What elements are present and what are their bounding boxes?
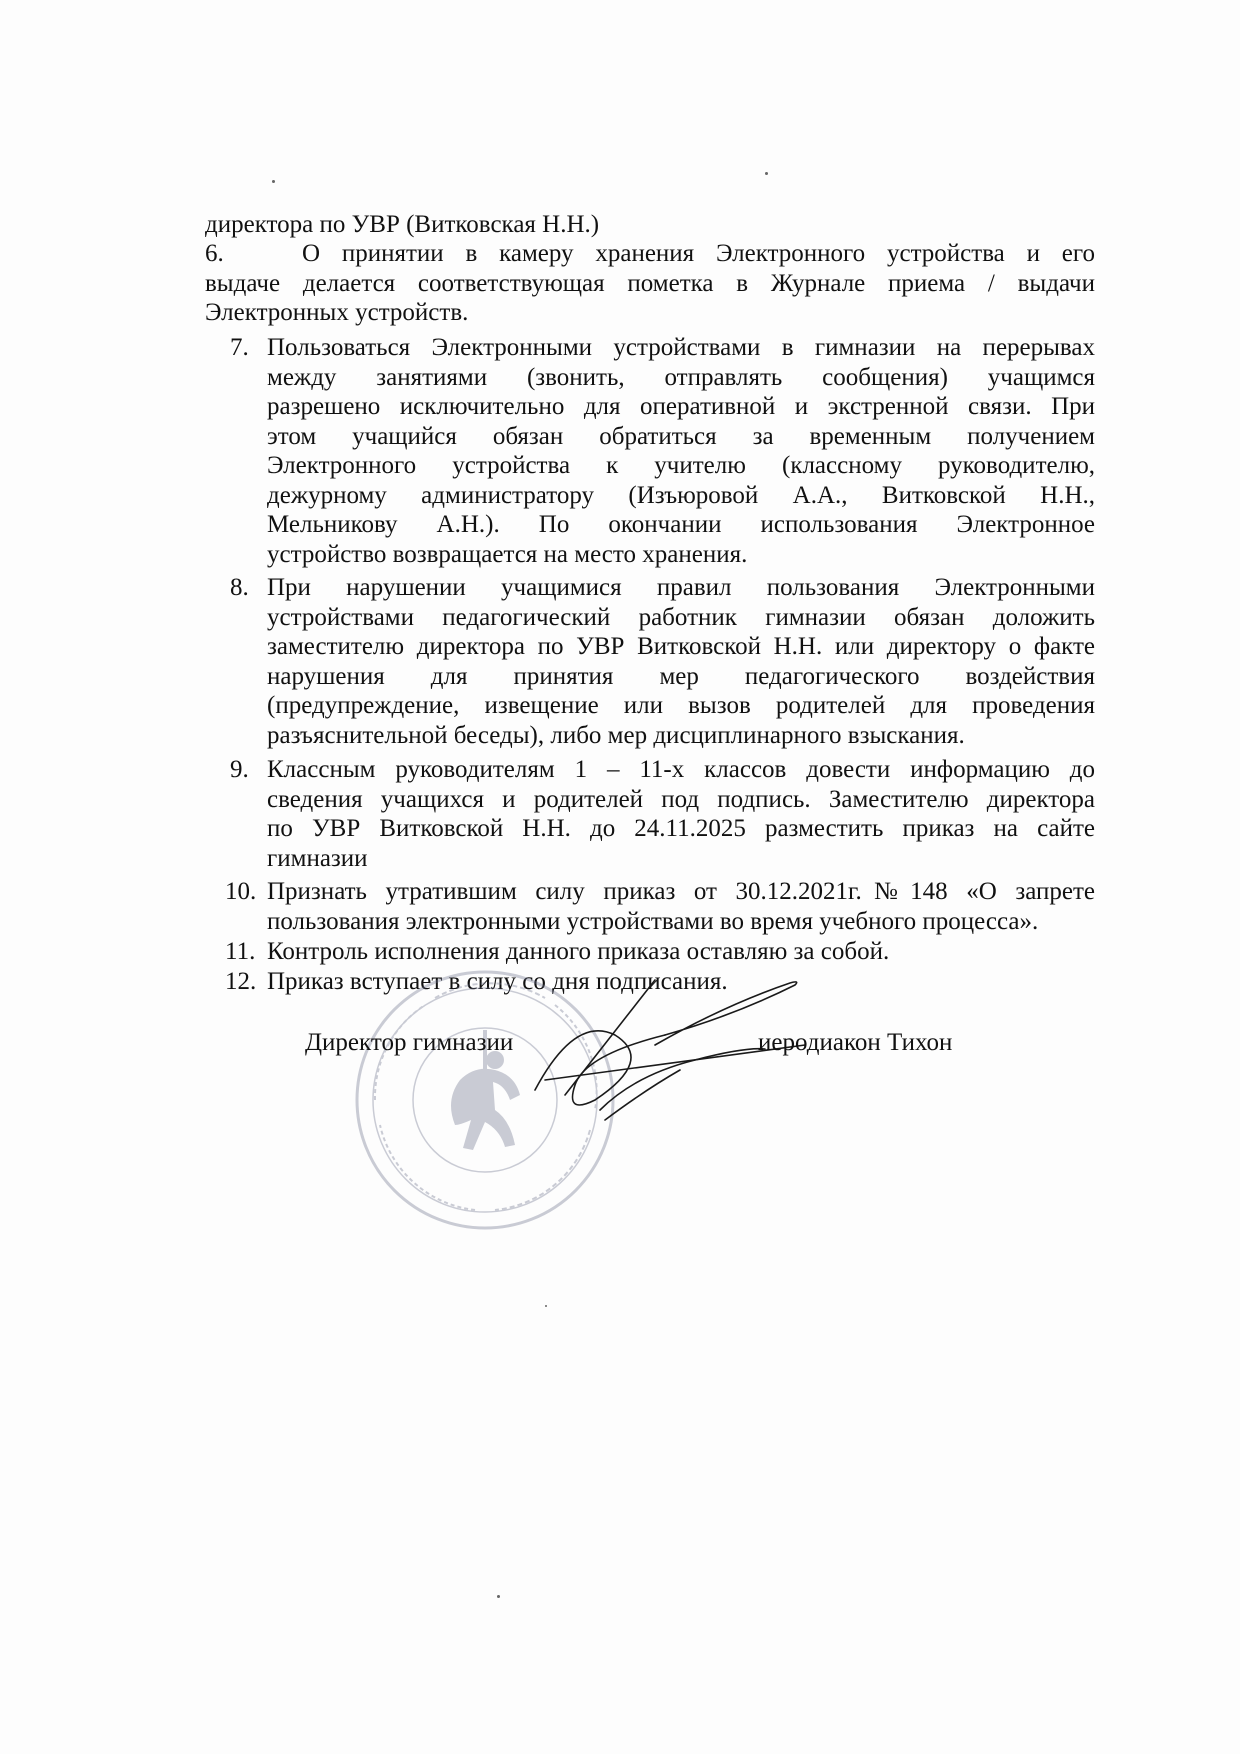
item6-line-3: Электронных устройств. — [205, 299, 469, 326]
scan-speck — [765, 172, 768, 175]
item7-line-5: Электронного устройства к учителю (классному руководителю, — [267, 452, 1095, 479]
signature-position-text: Директор гимназии — [305, 1029, 514, 1056]
item8-body — [267, 573, 1095, 750]
item6-line-1: 6. О принятии в камеру хранения Электронного устройства и его — [205, 240, 1095, 267]
item8-number: 8. — [230, 574, 249, 601]
item11-number: 11. — [225, 938, 256, 965]
item9-line-2: сведения учащихся и родителей под подпись. Заместителю директора — [267, 785, 1095, 813]
item10-number: 10. — [225, 878, 257, 905]
item9-number: 9. — [230, 756, 249, 783]
item11-line-1: Контроль исполнения данного приказа оставляю за собой. — [267, 938, 890, 965]
item7-line-1: Пользоваться Электронными устройствами в гимназии на перерывах — [267, 334, 1095, 361]
item8-line-3: заместителю директора по УВР Витковской Н.Н. или директору о факте — [267, 633, 1095, 660]
item7-body — [267, 333, 1095, 569]
list-item-6 — [205, 239, 1095, 328]
item7-number: 7. — [230, 334, 249, 361]
item7-line-8: устройство возвращается на место хранения. — [267, 540, 748, 568]
signature-position — [305, 1028, 513, 1058]
signature-name — [758, 1028, 952, 1058]
item8-line-6: разъяснительной беседы), либо мер дисциплинарного взыскания. — [267, 721, 965, 749]
item7-line-4: этом учащийся обязан обратиться за временным получением — [267, 422, 1095, 450]
scan-speck — [497, 1595, 500, 1598]
item9-body — [267, 755, 1095, 873]
item8-line-1: При нарушении учащимися правил пользования Электронными — [267, 574, 1095, 601]
scan-speck — [545, 1305, 547, 1307]
item7-line-3: разрешено исключительно для оперативной и экстренной связи. При — [267, 393, 1095, 420]
item7-line-7: Мельникову А.Н.). По окончании использования Электронное — [267, 511, 1095, 538]
item10-body — [267, 877, 1095, 936]
item7-line-6: дежурному администратору (Изъюровой А.А., Витковской Н.Н., — [267, 481, 1095, 509]
signature-name-text: иеродиакон Тихон — [758, 1029, 953, 1056]
item9-line-4: гимназии — [267, 844, 368, 872]
scan-speck — [272, 180, 275, 183]
item10-line-1: Признать утратившим силу приказ от 30.12.2021г.№148 «О запрете — [267, 878, 1095, 905]
item6-line-2: выдаче делается соответствующая пометка в Журнале приема / выдачи — [205, 269, 1095, 297]
item9-line-3: по УВР Витковской Н.Н. до 24.11.2025 разместить приказ на сайте — [267, 815, 1095, 842]
intro-line — [205, 210, 1095, 240]
item12-line-1: Приказ вступает в силу со дня подписания. — [267, 968, 728, 995]
item10-line-2: пользования электронными устройствами во время учебного процесса». — [267, 907, 1039, 935]
item8-line-4: нарушения для принятия мер педагогического воздействия — [267, 662, 1095, 690]
item12-number: 12. — [225, 968, 257, 995]
item7-line-2: между занятиями (звонить, отправлять сообщения) учащимся — [267, 363, 1095, 391]
item9-line-1: Классным руководителям 1 – 11-х классов довести информацию до — [267, 756, 1095, 783]
item8-line-5: (предупреждение, извещение или вызов родителей для проведения — [267, 692, 1095, 719]
item8-line-2: устройствами педагогический работник гимназии обязан доложить — [267, 603, 1095, 631]
intro-text: директора по УВР (Витковская Н.Н.) — [205, 211, 600, 238]
